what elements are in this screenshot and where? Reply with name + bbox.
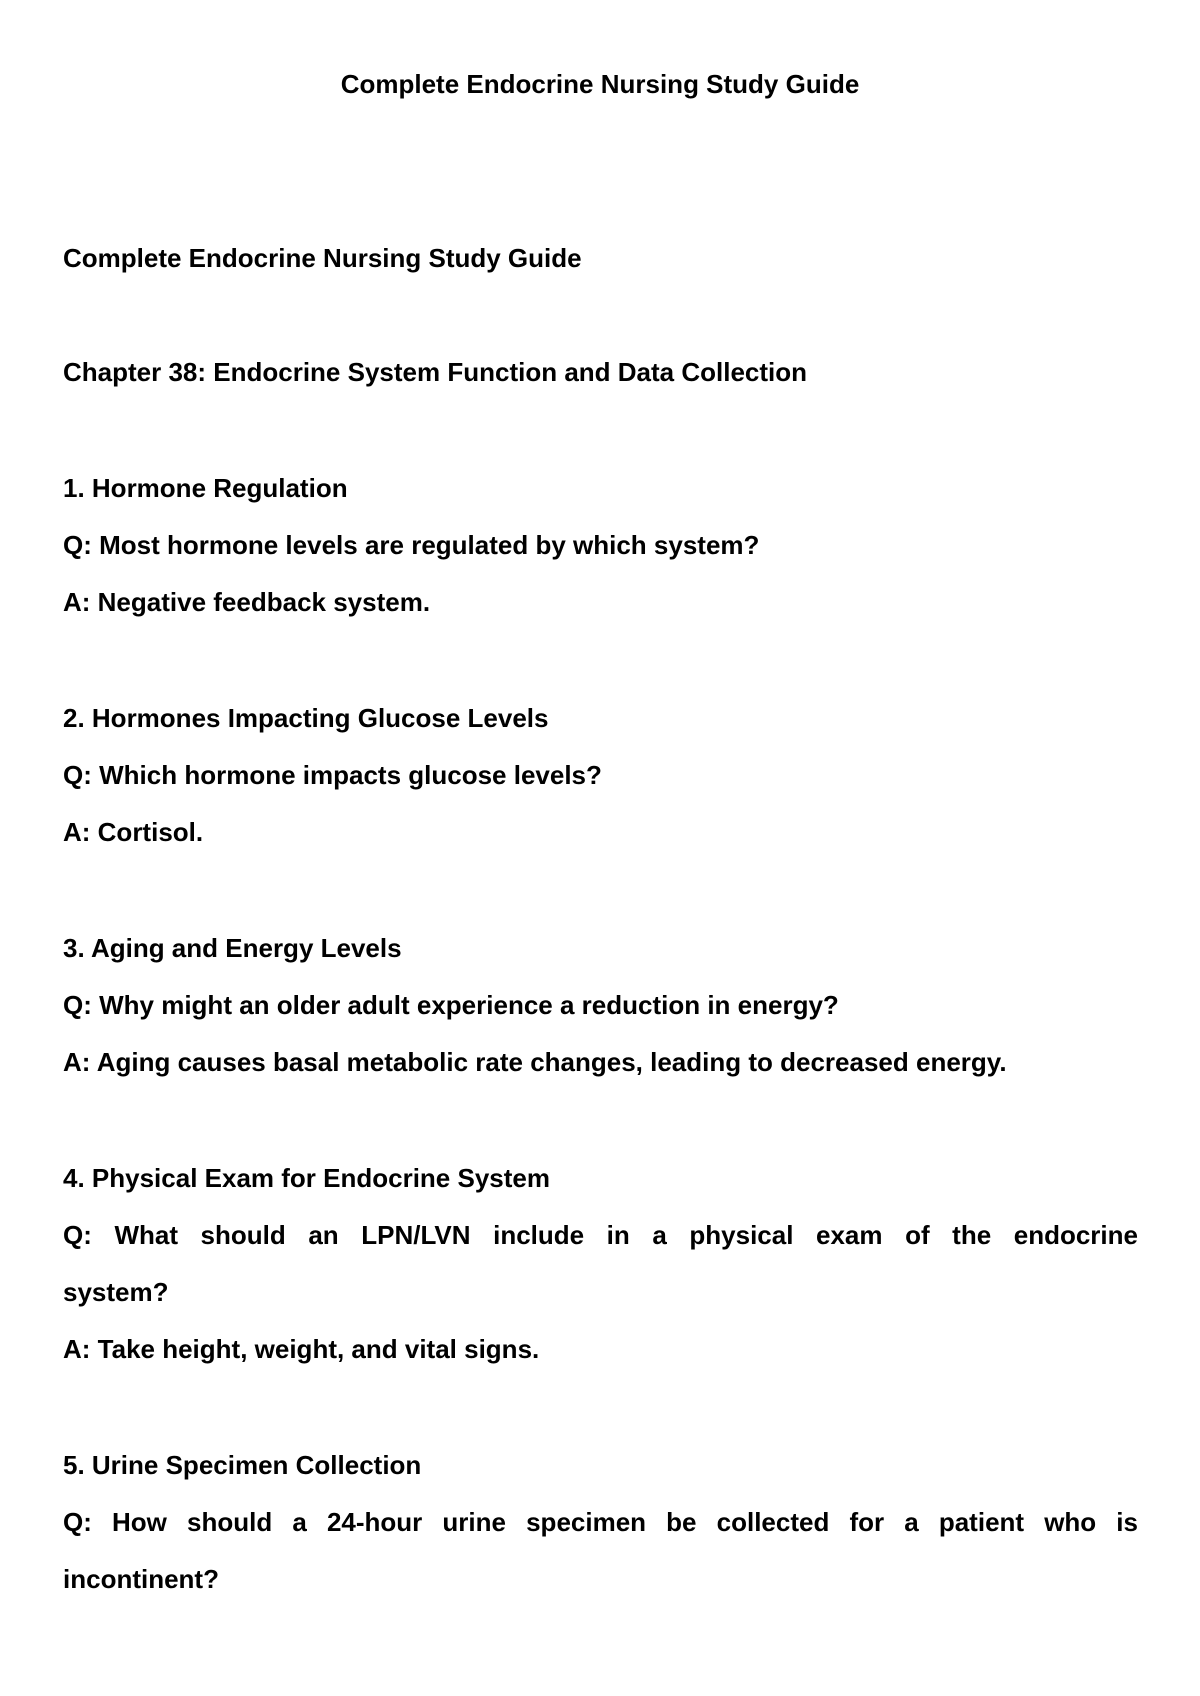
section-heading: 2. Hormones Impacting Glucose Levels	[63, 703, 549, 733]
question-text-line2: system?	[63, 1277, 169, 1307]
page-header-title: Complete Endocrine Nursing Study Guide	[340, 69, 860, 99]
question-text: Q: Which hormone impacts glucose levels?	[63, 760, 602, 790]
question-text: Q: Most hormone levels are regulated by which system?	[63, 530, 760, 560]
section-heading: 5. Urine Specimen Collection	[63, 1450, 422, 1480]
section-heading: 3. Aging and Energy Levels	[63, 933, 402, 963]
section-heading: 4. Physical Exam for Endocrine System	[63, 1163, 550, 1193]
answer-text: A: Cortisol.	[63, 817, 204, 847]
chapter-heading: Chapter 38: Endocrine System Function and Data Collection	[63, 357, 808, 387]
answer-text: A: Aging causes basal metabolic rate changes, leading to decreased energy.	[63, 1047, 1007, 1077]
question-text-line1: Q: How should a 24-hour urine specimen be collected for a patient who is	[63, 1507, 1138, 1537]
answer-text: A: Negative feedback system.	[63, 587, 431, 617]
question-text-line1: Q: What should an LPN/LVN include in a physical exam of the endocrine	[63, 1220, 1138, 1250]
document-title: Complete Endocrine Nursing Study Guide	[63, 243, 582, 273]
question-text-line2: incontinent?	[63, 1564, 219, 1594]
section-heading: 1. Hormone Regulation	[63, 473, 348, 503]
answer-text: A: Take height, weight, and vital signs.	[63, 1334, 540, 1364]
question-text: Q: Why might an older adult experience a reduction in energy?	[63, 990, 839, 1020]
